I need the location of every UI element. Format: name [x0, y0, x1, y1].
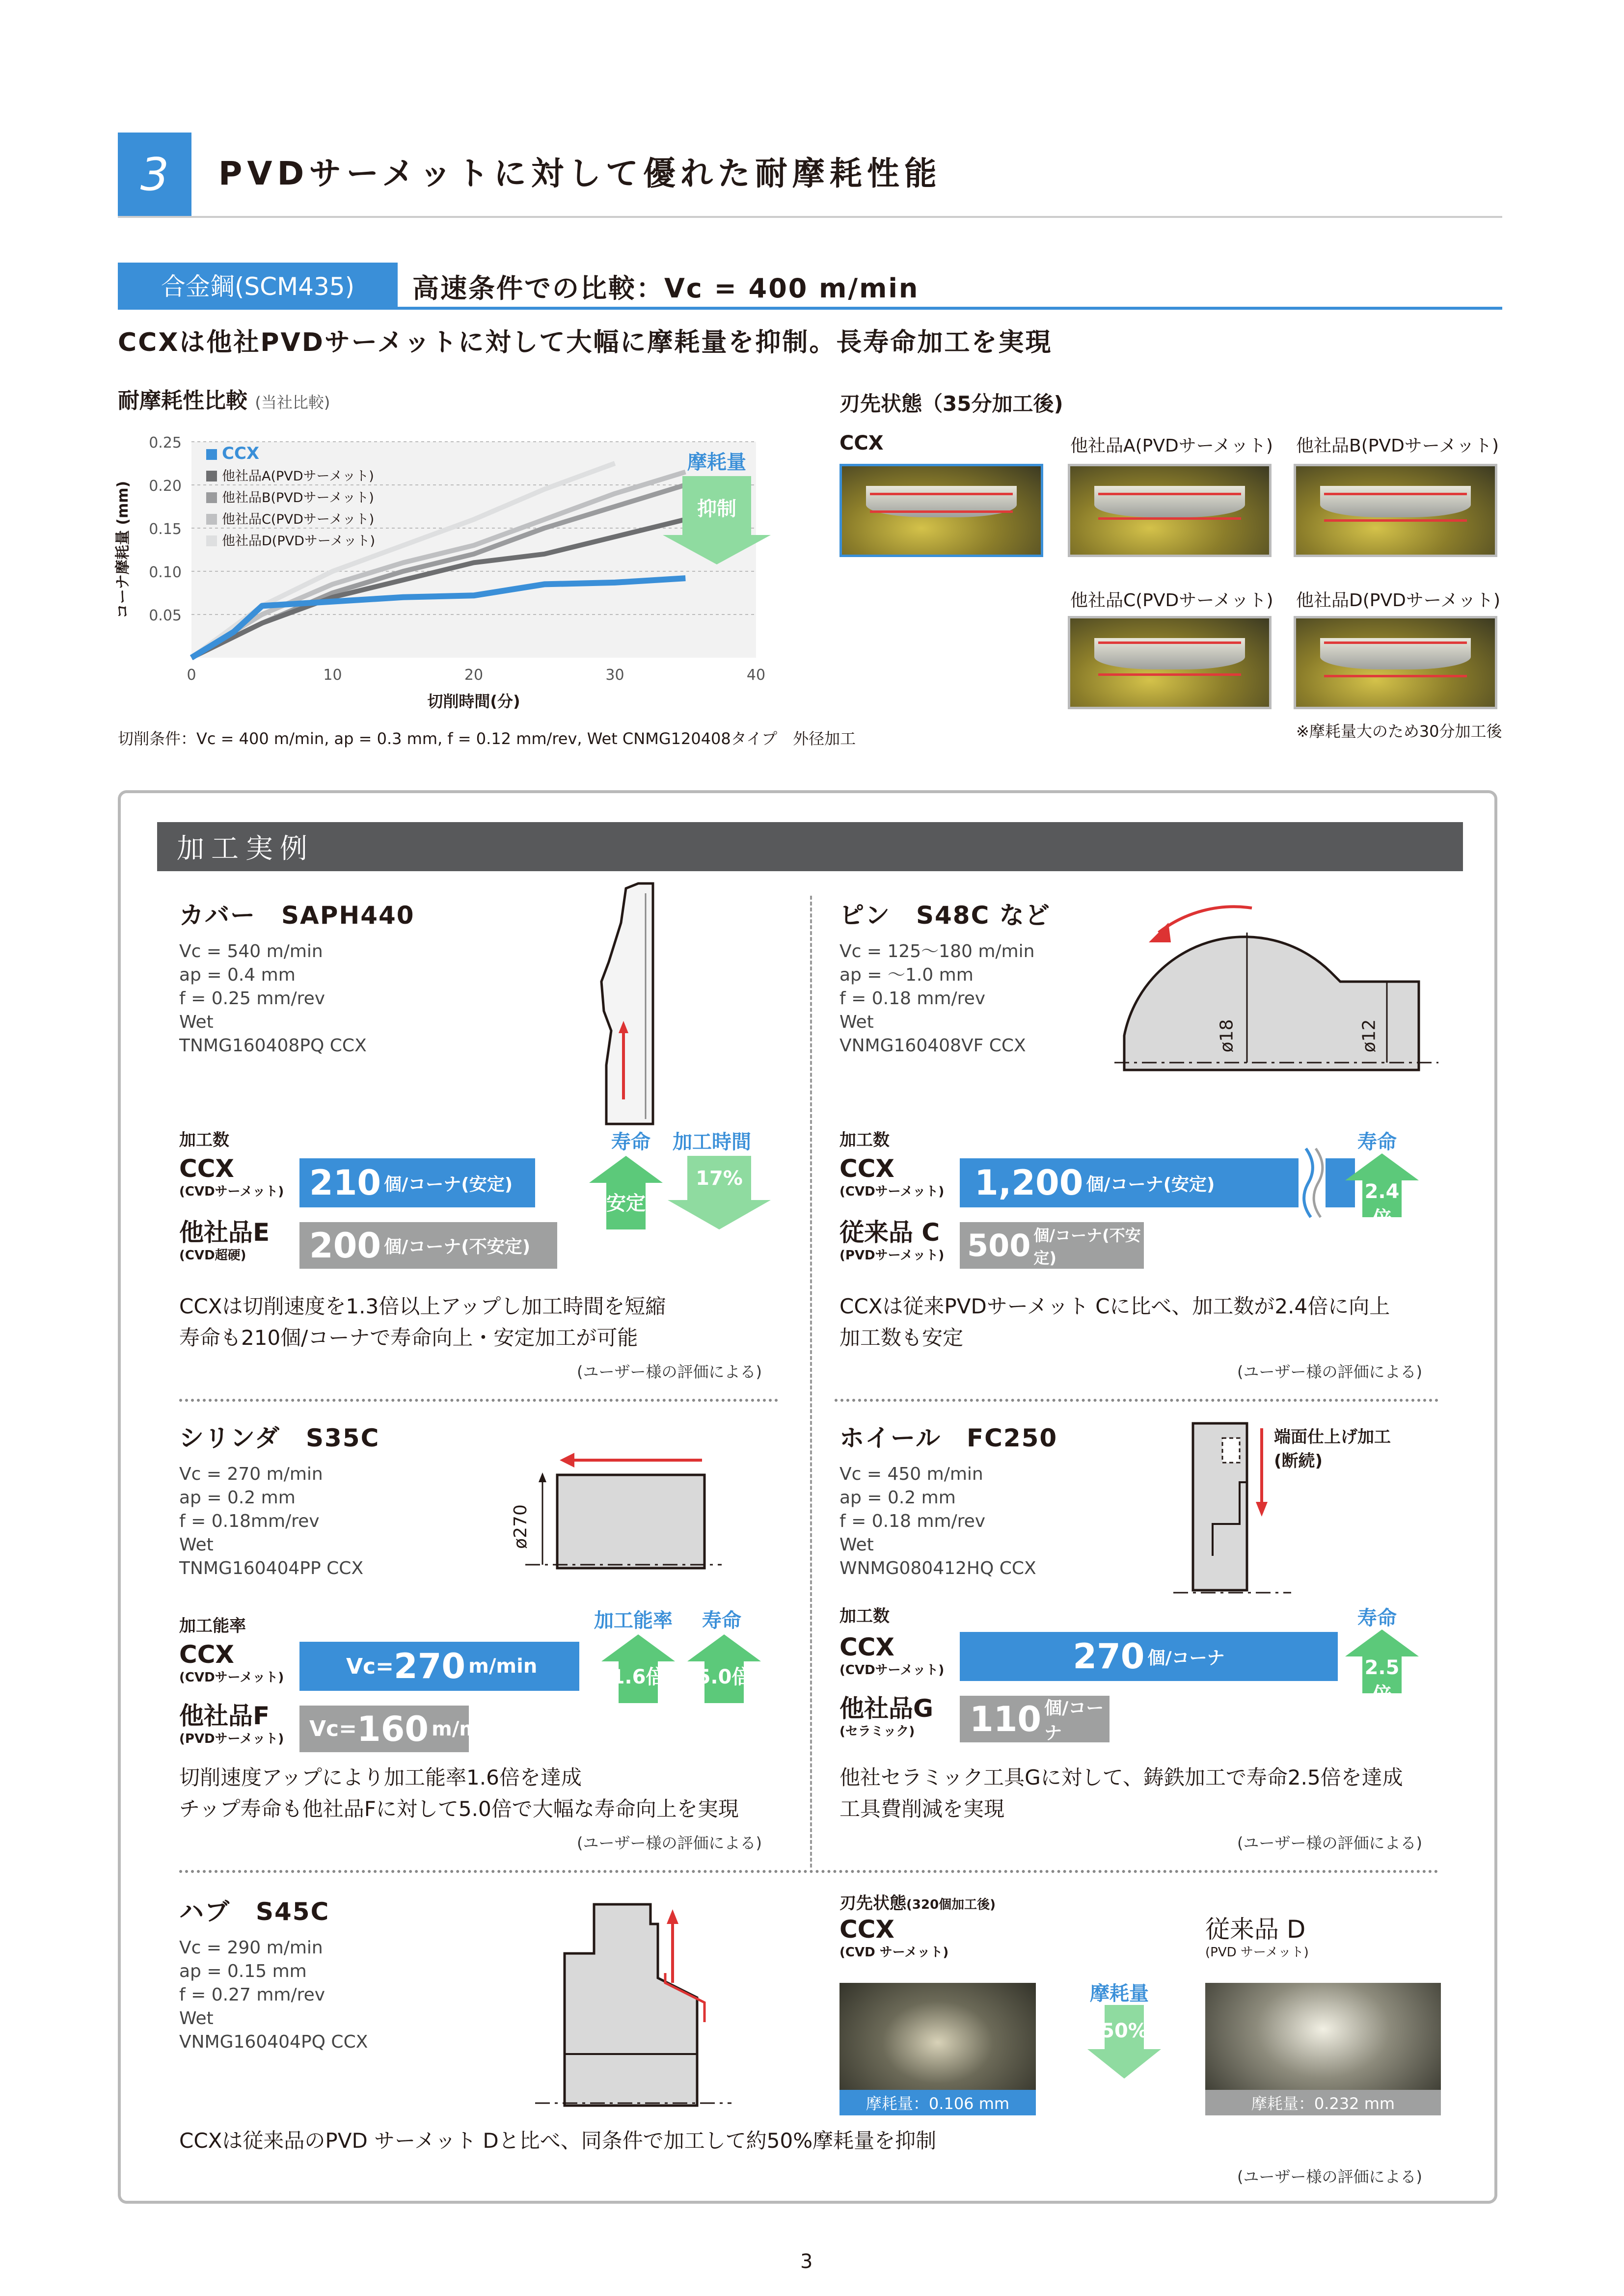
pin-params: Vc = 125～180 m/min ap = ～1.0 mm f = 0.18 mm/rev Wet VNMG160408VF CCX — [839, 941, 1035, 1056]
pin-break-mark — [1291, 1148, 1330, 1217]
cover-desc: CCXは切削速度を1.3倍以上アップし加工時間を短縮 寿命も210個/コーナで寿命向上・安定加工が可能 — [179, 1294, 666, 1350]
hub-wear-label: 摩耗量 — [1090, 1982, 1149, 2005]
x-tick-label: 30 — [605, 667, 624, 684]
wheel-a-bar: 270 個/コーナ — [960, 1632, 1338, 1681]
wheel-b-bar: 110 個/コーナ — [960, 1696, 1110, 1742]
cutting-condition: 切削条件：Vc = 400 m/min, ap = 0.3 mm, f = 0.12 mm/rev, Wet CNMG120408タイプ 外径加工 — [118, 729, 856, 748]
cover-title: カバー SAPH440 — [179, 901, 415, 930]
wheel-metric: 加工数 — [839, 1606, 890, 1626]
cylinder-desc: 切削速度アップにより加工能率1.6倍を達成 チップ寿命も他社品Fに対して5.0倍で大幅な寿命向上を実現 — [179, 1765, 739, 1821]
wear-chart — [114, 422, 795, 717]
edge-label-c: 他社品C(PVDサーメット) — [1070, 590, 1273, 611]
cylinder-b-name: 他社品F (PVDサーメット) — [179, 1702, 284, 1746]
cylinder-title: シリンダ S35C — [179, 1424, 380, 1452]
cover-time-label: 加工時間 — [673, 1131, 751, 1153]
cover-a-bar: 210 個/コーナ(安定) — [299, 1158, 535, 1207]
edge-label-ccx: CCX — [839, 432, 884, 454]
cylinder-life-label: 寿命 — [702, 1609, 741, 1632]
lead-text: CCXは他社PVDサーメットに対して大幅に摩耗量を抑制。長寿命加工を実現 — [118, 328, 1053, 357]
cover-cite: (ユーザー様の評価による) — [577, 1362, 762, 1381]
hub-desc: CCXは従来品のPVD サーメット Dと比べ、同条件で加工して約50%摩耗量を抑制 — [179, 2129, 937, 2153]
y-tick-label: 0.25 — [149, 434, 182, 452]
cylinder-arrow-life: 5.0倍 — [697, 1666, 752, 1688]
pin-b-bar: 500 個/コーナ(不安定) — [960, 1222, 1144, 1269]
legend-label: 他社品D(PVDサーメット) — [222, 534, 376, 549]
legend-label: 他社品B(PVDサーメット) — [222, 490, 374, 506]
legend-swatch — [206, 535, 217, 546]
cylinder-part-drawing — [525, 1448, 722, 1575]
x-tick-label: 0 — [187, 667, 196, 684]
edge-photo-b — [1294, 464, 1497, 557]
cover-b-bar: 200 個/コーナ(不安定) — [299, 1222, 557, 1269]
y-tick-label: 0.15 — [149, 521, 182, 538]
chart-arrow-label: 摩耗量 — [687, 451, 746, 474]
cylinder-rate-label: 加工能率 — [594, 1609, 673, 1632]
edge-photo-d — [1294, 616, 1497, 709]
cover-part-drawing — [584, 883, 682, 1129]
page-number: 3 — [800, 2250, 813, 2273]
pin-dim-18: ø18 — [1217, 1019, 1237, 1053]
chart-title — [118, 383, 330, 414]
cover-arrow-life: 安定 — [606, 1192, 646, 1215]
legend-label: 他社品A(PVDサーメット) — [222, 469, 374, 484]
hub-title: ハブ S45C — [179, 1897, 330, 1926]
hub-params: Vc = 290 m/min ap = 0.15 mm f = 0.27 mm/rev Wet VNMG160404PQ CCX — [179, 1938, 368, 2052]
pin-b-name: 従来品 C (PVDサーメット) — [839, 1218, 945, 1263]
x-tick-label: 20 — [464, 667, 484, 684]
hub-photo-ccx: 摩耗量：0.106 mm — [839, 1983, 1036, 2115]
edge-photo-c — [1068, 616, 1272, 709]
x-axis-label: 切削時間(分) — [427, 692, 520, 711]
pin-life-label: 寿命 — [1357, 1131, 1397, 1153]
cylinder-params: Vc = 270 m/min ap = 0.2 mm f = 0.18mm/rev Wet TNMG160404PP CCX — [179, 1464, 364, 1578]
edge-label-d: 他社品D(PVDサーメット) — [1296, 590, 1501, 611]
edge-label-b: 他社品B(PVDサーメット) — [1296, 436, 1499, 456]
pin-desc: CCXは従来PVDサーメット Cに比べ、加工数が2.4倍に向上 加工数も安定 — [839, 1294, 1390, 1350]
cover-a-name: CCX (CVDサーメット) — [179, 1154, 284, 1199]
legend-label: 他社品C(PVDサーメット) — [222, 512, 375, 527]
cylinder-a-bar: Vc= 270 m/min — [299, 1642, 579, 1691]
x-tick-label: 10 — [323, 667, 342, 684]
hub-b-name: 従来品 D (PVD サーメット) — [1205, 1915, 1309, 1960]
wheel-desc: 他社セラミック工具Gに対して、鋳鉄加工で寿命2.5倍を達成 工具費削減を実現 — [839, 1765, 1403, 1821]
subtitle-rule — [118, 307, 1502, 310]
wheel-a-name: CCX (CVDサーメット) — [839, 1633, 945, 1678]
edge-photo-ccx — [839, 464, 1043, 557]
hub-a-name: CCX (CVD サーメット) — [839, 1915, 949, 1960]
column-divider — [810, 896, 812, 1868]
y-tick-label: 0.20 — [149, 478, 182, 495]
chart-title-note: (当社比較) — [255, 393, 330, 412]
legend-label: CCX — [222, 444, 260, 463]
wheel-cite: (ユーザー様の評価による) — [1237, 1834, 1422, 1852]
wheel-title: ホイール FC250 — [839, 1424, 1058, 1452]
legend-swatch — [206, 449, 217, 460]
wheel-note: 端面仕上げ加工 (断続) — [1274, 1427, 1391, 1471]
chart-arrow-label: 抑制 — [697, 498, 736, 520]
cover-metric: 加工数 — [179, 1130, 229, 1150]
cover-life-label: 寿命 — [611, 1131, 650, 1153]
y-tick-label: 0.05 — [149, 607, 182, 624]
material-tag: 合金鋼(SCM435) — [118, 263, 398, 307]
examples-heading: 加工実例 — [157, 822, 1463, 871]
pin-a-bar: 1,200 個/コーナ(安定) — [960, 1158, 1299, 1207]
chart-title-text: 耐摩耗性比較 — [118, 388, 247, 413]
pin-arrow-life: 2.4倍 — [1364, 1180, 1400, 1230]
hub-edge-title: 刃先状態(320個加工後) — [839, 1894, 996, 1913]
cylinder-b-bar: Vc= 160 m/min — [299, 1706, 469, 1752]
edge-note: ※摩耗量大のため30分加工後 — [1296, 722, 1502, 741]
hub-photo-d: 摩耗量：0.232 mm — [1205, 1983, 1441, 2115]
edge-state-title: 刃先状態（35分加工後) — [839, 392, 1063, 416]
legend-swatch — [206, 514, 217, 525]
cylinder-a-name: CCX (CVDサーメット) — [179, 1640, 284, 1685]
cylinder-dim: ø270 — [510, 1504, 531, 1549]
section-number: 3 — [118, 133, 191, 216]
cylinder-metric: 加工能率 — [179, 1616, 246, 1636]
pin-part-drawing — [1114, 893, 1438, 1099]
cover-arrow-time: 17% — [696, 1167, 743, 1190]
row-divider-3 — [179, 1870, 1438, 1873]
wheel-life-label: 寿命 — [1357, 1607, 1397, 1629]
wheel-arrow-life: 2.5倍 — [1364, 1656, 1400, 1706]
cover-b-name: 他社品E (CVD超硬) — [179, 1218, 270, 1263]
hub-part-drawing — [535, 1899, 731, 2115]
pin-metric: 加工数 — [839, 1130, 890, 1150]
condition-subtitle: 高速条件での比較：Vc = 400 m/min — [412, 273, 920, 304]
pin-cite: (ユーザー様の評価による) — [1237, 1362, 1422, 1381]
edge-label-a: 他社品A(PVDサーメット) — [1070, 436, 1273, 456]
y-tick-label: 0.10 — [149, 564, 182, 581]
row-divider-2 — [835, 1399, 1438, 1402]
cover-params: Vc = 540 m/min ap = 0.4 mm f = 0.25 mm/rev Wet TNMG160408PQ CCX — [179, 941, 367, 1056]
pin-a-name: CCX (CVDサーメット) — [839, 1154, 945, 1199]
cylinder-cite: (ユーザー様の評価による) — [577, 1834, 762, 1852]
edge-photo-a — [1068, 464, 1272, 557]
wheel-b-name: 他社品G (セラミック) — [839, 1694, 934, 1739]
legend-swatch — [206, 471, 217, 481]
row-divider-1 — [179, 1399, 778, 1402]
legend-swatch — [206, 492, 217, 503]
wheel-params: Vc = 450 m/min ap = 0.2 mm f = 0.18 mm/rev Wet WNMG080412HQ CCX — [839, 1464, 1036, 1578]
header-rule — [118, 216, 1502, 218]
wheel-part-drawing — [1173, 1418, 1291, 1610]
page-title: PVDサーメットに対して優れた耐摩耗性能 — [218, 155, 942, 192]
pin-dim-12: ø12 — [1359, 1019, 1380, 1053]
hub-arrow-wear: 50% — [1101, 2020, 1148, 2042]
y-axis-label: コーナ摩耗量 (mm) — [114, 481, 132, 619]
pin-title: ピン S48C など — [839, 901, 1051, 930]
hub-cite: (ユーザー様の評価による) — [1237, 2167, 1422, 2186]
x-tick-label: 40 — [746, 667, 766, 684]
cylinder-arrow-rate: 1.6倍 — [611, 1666, 666, 1688]
